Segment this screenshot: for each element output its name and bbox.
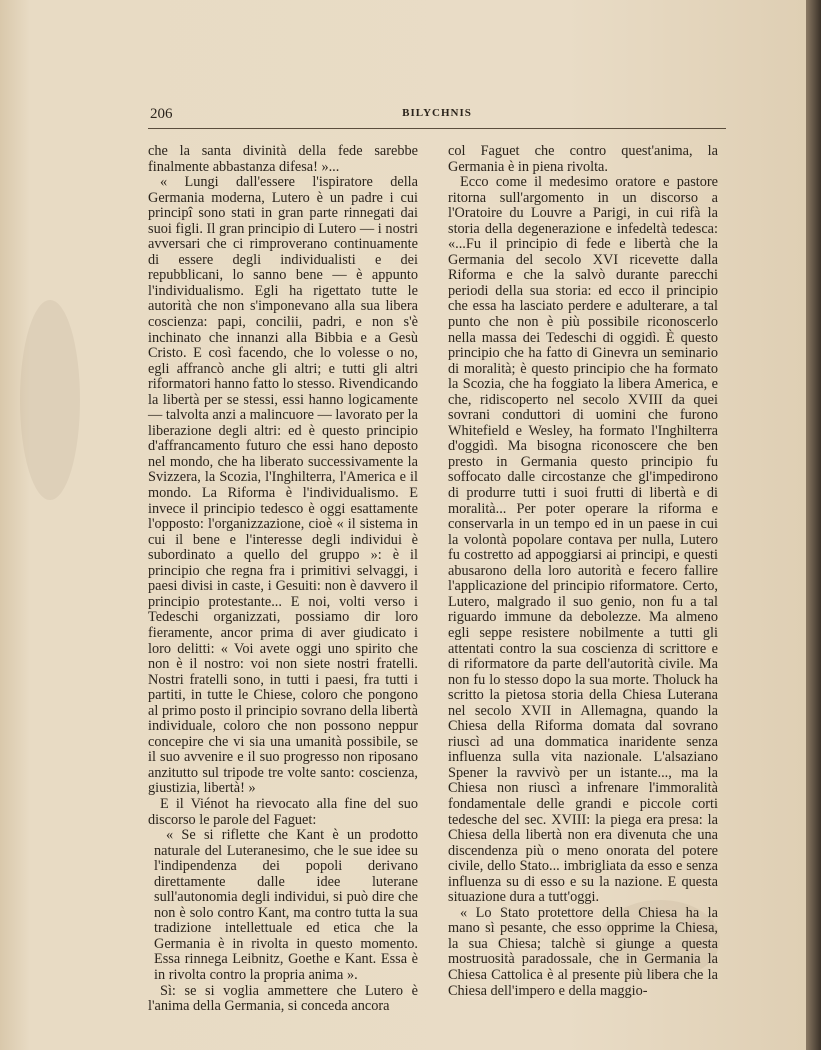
header-rule: [148, 128, 726, 129]
right-text-column: [448, 144, 718, 999]
paragraph: Sì: se si voglia ammettere che Lutero è l'anima della Germania, si conceda ancora: [148, 982, 418, 1015]
paragraph: che la santa divinità della fede sarebbe finalmente abbastanza difesa! »...: [148, 143, 418, 175]
paragraph: « Lo Stato protettore della Chiesa ha la mano sì pesante, che esso opprime la Chiesa, la sua Chiesa; talchè si giunge a questa mostruosità paradossale, che in Germania la Chiesa Cattolica è al presente più libera che la Chiesa dell'impero e della maggio-: [448, 904, 718, 999]
quoted-paragraph: « Se si riflette che Kant è un prodotto naturale del Luteranesimo, che le sue idee su l'indipendenza dei popoli derivano direttamente dalle idee luterane sull'autonomia degli individui, si può dire che non è solo contro Kant, ma contro tutta la sua tradizione intellettuale ed etica che la Germania è in rivolta in questo momento. Essa rinnega Leibnitz, Goethe e Kant. Essa è in rivolta contro la propria anima ».: [154, 827, 418, 983]
paragraph: col Faguet che contro quest'anima, la Germania è in piena rivolta.: [448, 143, 718, 175]
paragraph: « Lungi dall'essere l'ispiratore della Germania moderna, Lutero è un padre i cui principî sono stati in gran parte rinnegati dai suoi figli. Il gran principio di Lutero — i nostri avversari che ci rimproverano continuamente di essere degli individualisti e dei repubblicani, lo sanno bene — è appunto l'individualismo. Egli ha rigettato tutte le autorità che non s'imponevano alla sua libera coscienza: papi, concilii, padri, e non s'è inchinato che innanzi alla Bibbia e a Gesù Cristo. E così facendo, che lo volesse o no, egli affrancò anche gli altri; e tutti gli altri riformatori hanno fatto lo stesso. Rivendicando la libertà per se stessi, essi hanno logicamente — talvolta anzi a malincuore — lavorato per la liberazione degli altri: ed è questo principio d'affrancamento futuro che essi hano deposto nel mondo, che ha liberato successivamente la Svizzera, la Scozia, l'Inghilterra, l'America e il mondo. La Riforma è l'individualismo. E invece il principio tedesco è oggi esattamente l'opposto: l'organizzazione, cioè « il sistema in cui il bene e l'interesse degli individui è subordinato a quello del gruppo »: è il principio che regna fra i primitivi selvaggi, i paesi divisi in caste, i Gesuiti: non è davvero il principio protestante... E noi, volti verso i Tedeschi organizzati, possiamo dir loro fieramente, ancor prima di aver giudicato i loro delitti: « Voi avete oggi uno spirito che non è il nostro: voi non siete nostri fratelli. Nostri fratelli sono, in tutti i paesi, fra tutti i partiti, in tutte le Chiese, coloro che pongono al primo posto il principio sovrano della libertà individuale, coloro che non possono neppur concepire che vi sia una umanità possibile, se il suo avvenire e il suo progresso non riposano anzitutto sul tripode tre volte santo: coscienza, giustizia, libertà! »: [148, 174, 418, 797]
paragraph: E il Viénot ha rievocato alla fine del suo discorso le parole del Faguet:: [148, 795, 418, 828]
running-title: BILYCHNIS: [402, 107, 472, 119]
page-stain: [20, 300, 80, 500]
book-edge: [806, 0, 821, 1050]
page-header: [148, 106, 726, 124]
left-text-column: [148, 144, 418, 1015]
paragraph: Ecco come il medesimo oratore e pastore ritorna sull'argomento in un discorso a l'Oratoire du Louvre a Parigi, in cui rifà la storia della degenerazione e infedeltà tedesca: «...Fu il principio di fede e libertà che la Germania del secolo XVI ricevette dalla Riforma e che la salvò durante parecchi periodi della sua storia: ed ecco il principio che essa ha lasciato perdere e adulterare, a tal punto che non è più possibile riconoscerlo nella massa dei Tedeschi di oggidì. È questo principio che ha fatto di Ginevra un seminario di moralità; è questo principio che ha formato la Scozia, che ha foggiato la libera America, e che, ridiscoperto nel secolo XVIII da quei sovrani conduttori di uomini che furono Whitefield e Wesley, ha formato l'Inghilterra d'oggidì. Ma bisogna riconoscere che ben presto in Germania questo principio fu soffocato dalle circostanze che gl'impedirono di produrre tutti i suoi frutti di libertà e di moralità... Per poter operare la riforma e conservarla in un tempo ed in un paese in cui la volontà popolare contava per nulla, Lutero fu costretto ad appoggiarsi ai principi, e questi abusarono della loro autorità e fecero fallire l'applicazione del principio riformatore. Certo, Lutero, malgrado il suo genio, non fu a tal riguardo immune da debolezze. Ma almeno egli seppe resistere nobilmente a tutti gli attentati contro la sua coscienza di scrittore e di riformatore da parte dell'autorità civile. Ma non fu lo stesso dopo la sua morte. Tholuck ha scritto la pietosa storia della Chiesa Luterana nel secolo XVII in Allemagna, quando la Chiesa della Riforma domata dal sovrano riuscì ad una dommatica inaridente senza influenza sulla vita nazionale. L'alsaziano Spener la ravvivò per un istante..., ma la Chiesa non riuscì a infrenare l'immoralità fondamentale delle grandi e piccole corti tedesche del sec. XVIII: la piega era presa: la Chiesa della libertà non era divenuta che una discendenza più o meno onorata del potere civile, dello Stato... imbrigliata da esso e senza influenza su di esso e su la nazione. E questa situazione dura a tutt'oggi.: [448, 174, 718, 906]
page-number: 206: [150, 106, 173, 122]
